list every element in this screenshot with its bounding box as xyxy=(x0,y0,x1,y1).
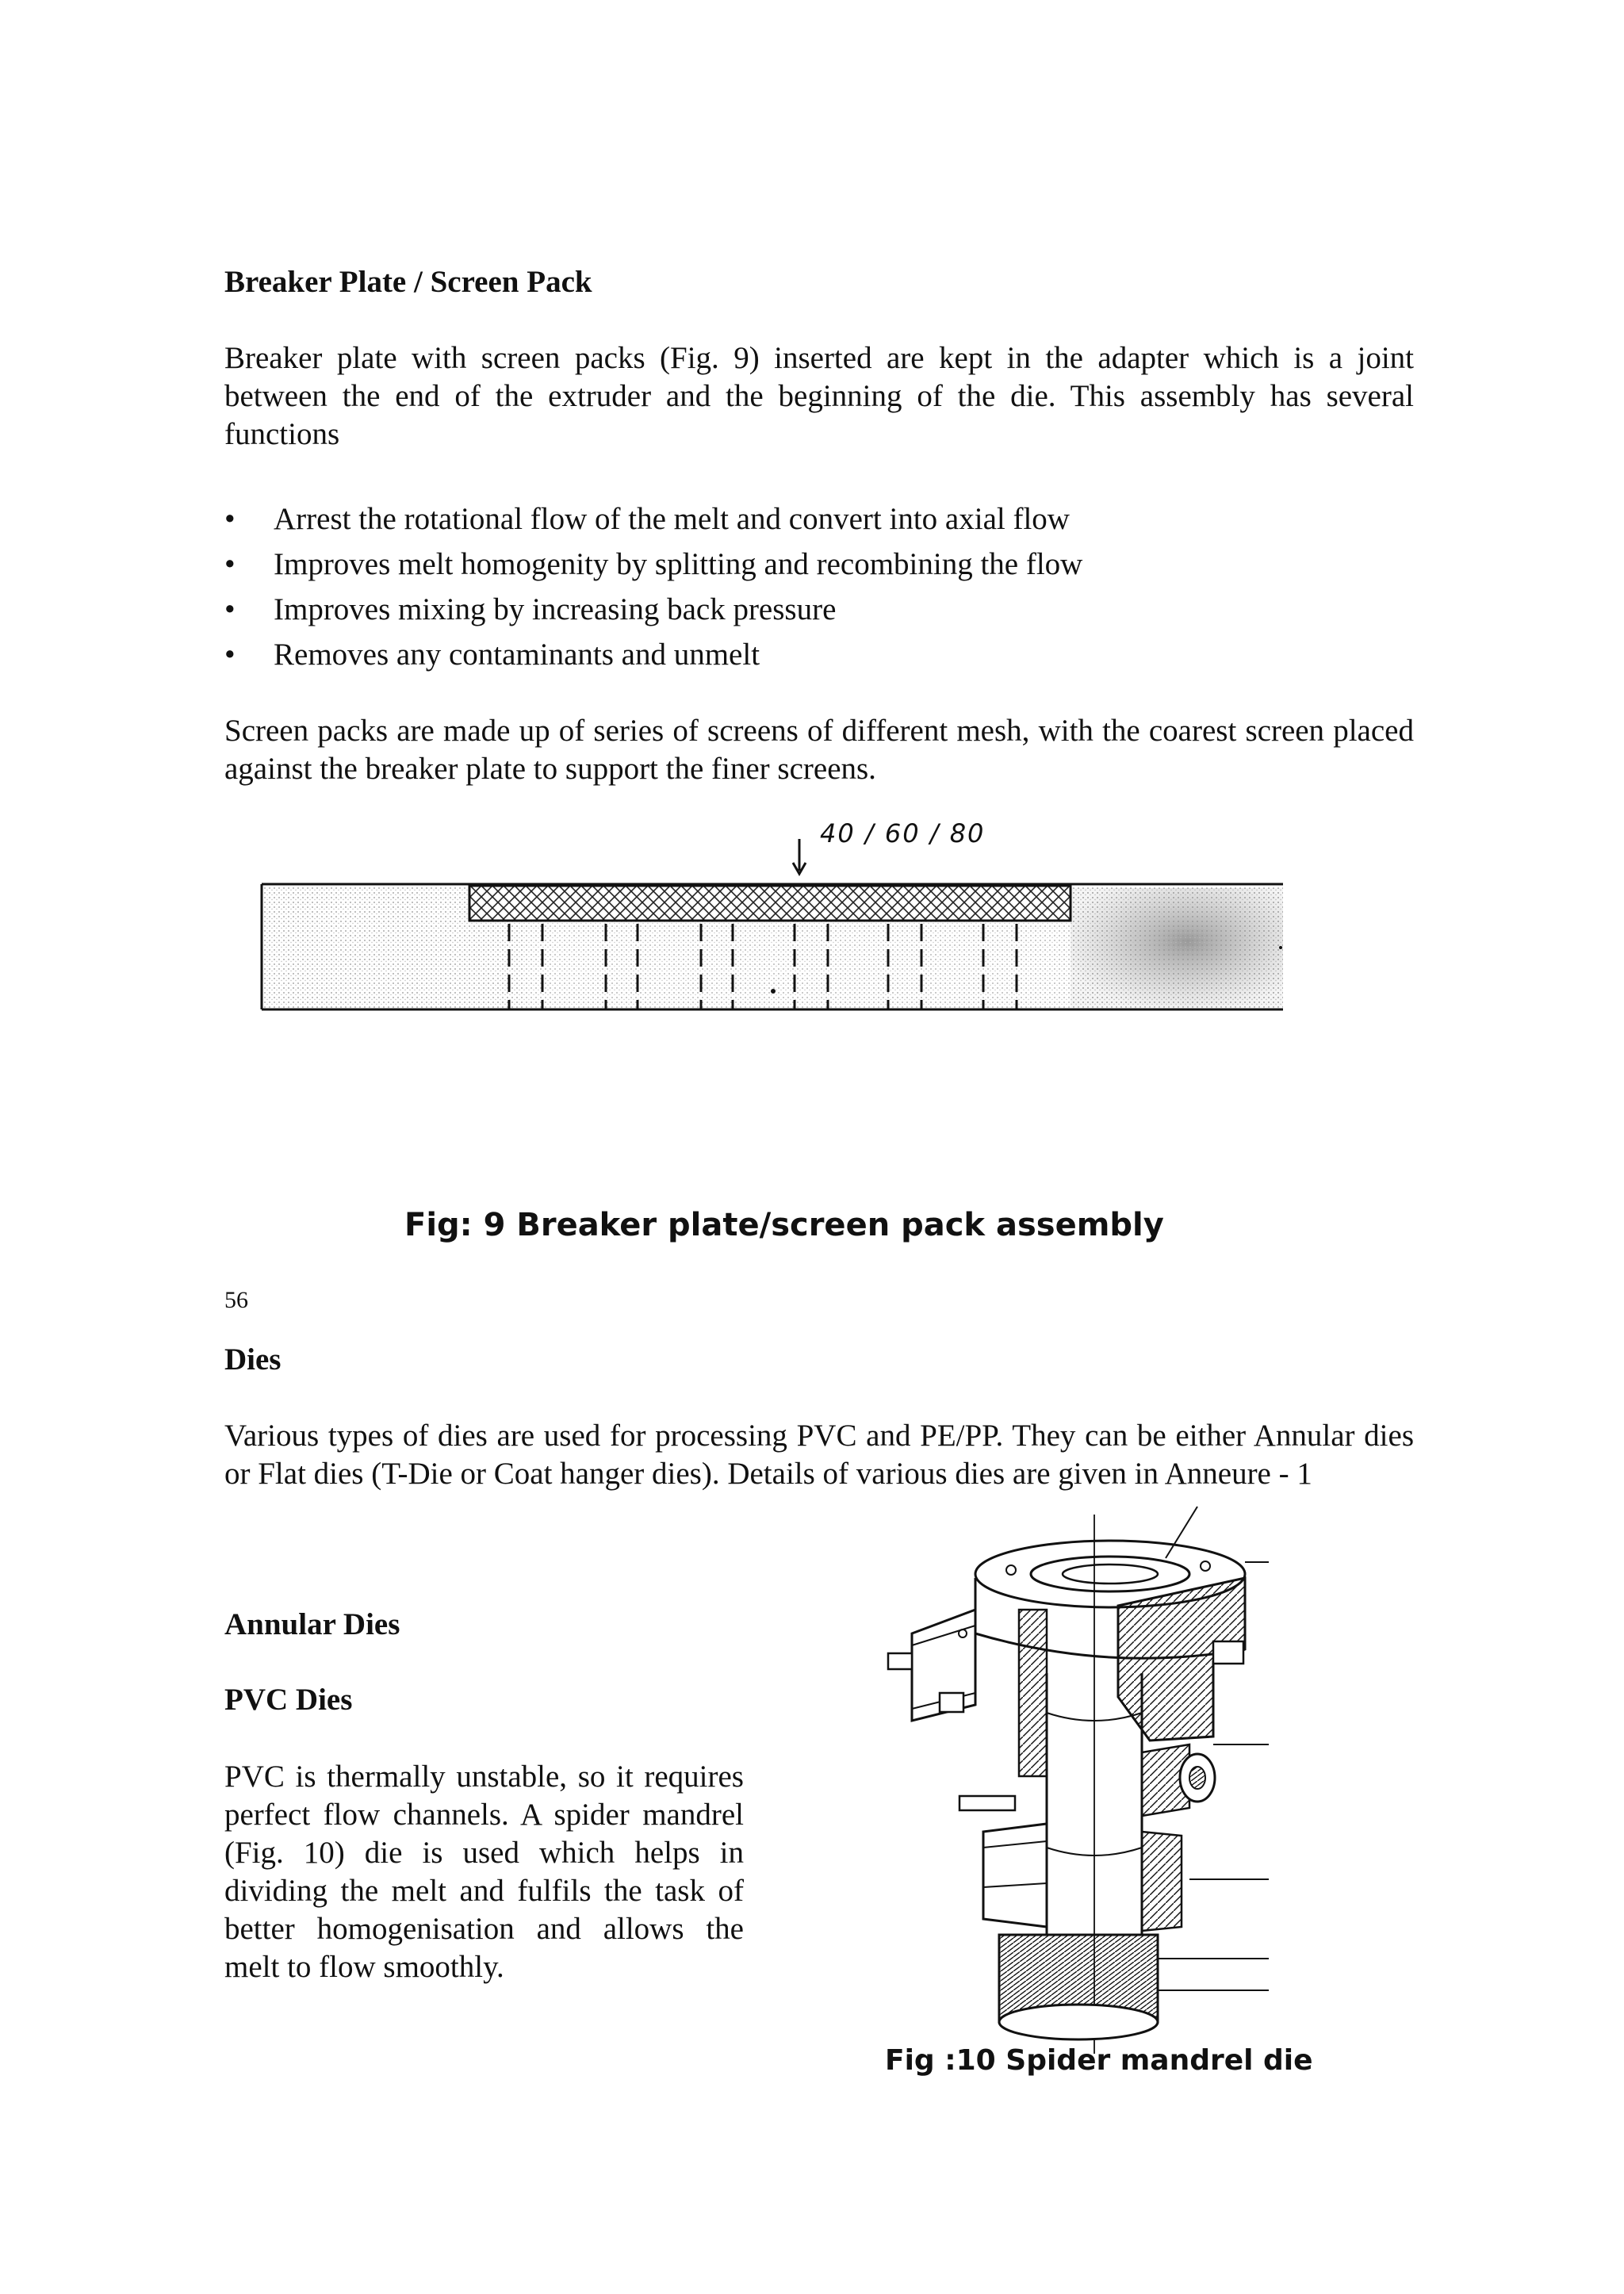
spider-mandrel-die-illustration xyxy=(880,1515,1293,2062)
mesh-size-annotation: 40 / 60 / 80 xyxy=(820,818,986,848)
breaker-plate-diagram xyxy=(254,825,1285,1078)
pvc-dies-paragraph: PVC is thermally unstable, so it requires perfect flow channels. A spider mandrel (Fig. 10) die is used which helps in dividing the melt and fulfils the task of better homogenisation and allows the melt to flow smoothly. xyxy=(224,1760,744,1984)
section-heading-breaker-plate: Breaker Plate / Screen Pack xyxy=(224,265,592,299)
screen-pack-paragraph: Screen packs are made up of series of screens of different mesh, with the coarest screen placed against the breaker plate to support the finer screens. xyxy=(224,714,1414,786)
subheading-annular-dies: Annular Dies xyxy=(224,1607,400,1641)
list-item xyxy=(224,500,1414,546)
list-item xyxy=(224,591,1414,636)
list-item-text: Arrest the rotational flow of the melt and convert into axial flow xyxy=(274,502,1070,536)
list-item xyxy=(224,546,1414,591)
subheading-pvc-dies: PVC Dies xyxy=(224,1683,353,1717)
figure-10-caption: Fig :10 Spider mandrel die xyxy=(885,2044,1313,2077)
list-item-text: Removes any contaminants and unmelt xyxy=(274,638,760,672)
figure-9-caption: Fig: 9 Breaker plate/screen pack assembly xyxy=(404,1207,1164,1243)
dies-intro-paragraph: Various types of dies are used for processing PVC and PE/PP. They can be either Annular dies or Flat dies (T-Die or Coat hanger dies). Details of various dies are given in Anneure - 1 xyxy=(224,1419,1414,1491)
bullet-icon: • xyxy=(224,547,236,581)
section-heading-dies: Dies xyxy=(224,1342,282,1377)
list-item-text: Improves melt homogenity by splitting and recombining the flow xyxy=(274,547,1083,581)
function-bullet-list xyxy=(224,500,1414,681)
page-number-fragment: 56 xyxy=(224,1287,248,1313)
list-item xyxy=(224,636,1414,681)
bullet-icon: • xyxy=(224,502,236,536)
bullet-icon: • xyxy=(224,638,236,672)
bullet-icon: • xyxy=(224,592,236,626)
breaker-plate-intro-paragraph: Breaker plate with screen packs (Fig. 9) inserted are kept in the adapter which is a joint between the end of the extruder and the beginning of the die. This assembly has several functions xyxy=(224,341,1414,451)
list-item-text: Improves mixing by increasing back pressure xyxy=(274,592,837,626)
